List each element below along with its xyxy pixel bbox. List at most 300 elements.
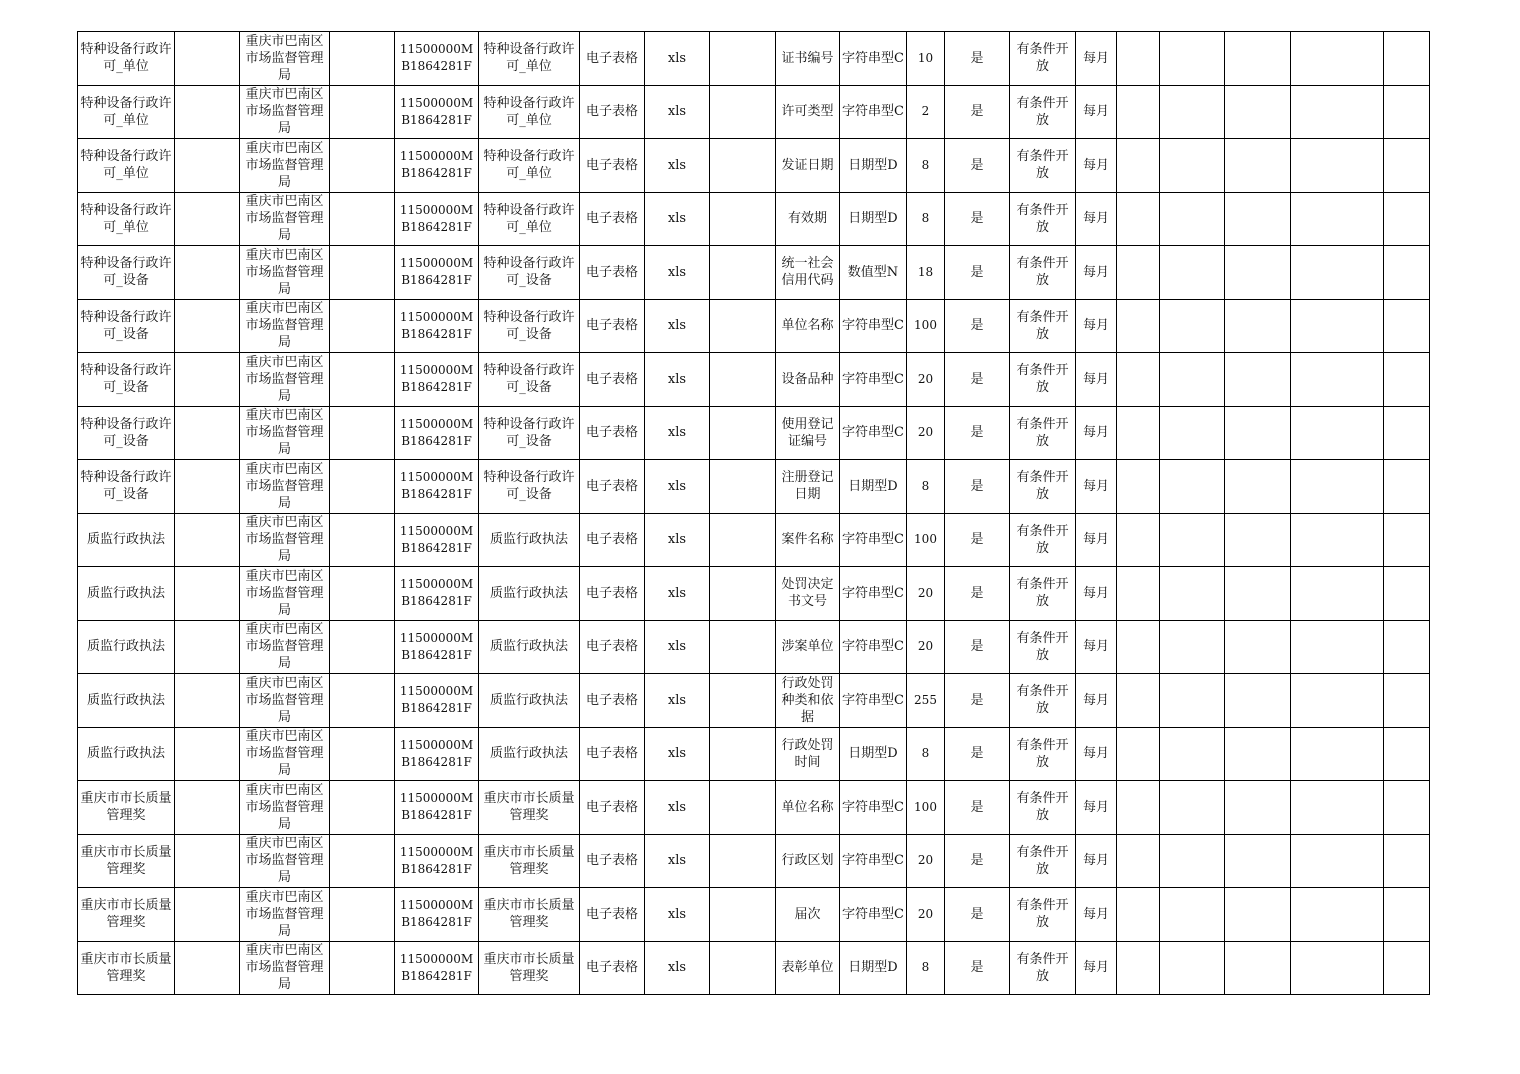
org-code-cell: 11500000MB1864281F [395,513,479,567]
format-cell: xls [645,727,710,781]
required-cell: 是 [945,353,1010,407]
update-frequency-cell: 每月 [1076,674,1117,728]
data-type-cell: 字符串型C [840,353,907,407]
format-cell: xls [645,834,710,888]
empty-cell [1225,246,1291,300]
empty-cell [710,567,776,621]
carrier-cell: 电子表格 [580,781,645,835]
required-cell: 是 [945,781,1010,835]
field-name-cell: 案件名称 [776,513,840,567]
empty-cell [1160,941,1225,995]
resource-cell: 特种设备行政许可_设备 [479,246,580,300]
org-code-cell: 11500000MB1864281F [395,85,479,139]
empty-cell [330,192,395,246]
empty-cell [175,192,240,246]
data-type-cell: 字符串型C [840,85,907,139]
empty-cell [1225,406,1291,460]
data-type-cell: 字符串型C [840,567,907,621]
empty-cell [175,460,240,514]
empty-cell [330,353,395,407]
length-cell: 20 [907,353,945,407]
resource-name-cell: 特种设备行政许可_单位 [78,192,175,246]
empty-cell [330,139,395,193]
empty-cell [1291,192,1384,246]
empty-cell [175,888,240,942]
empty-cell [330,888,395,942]
carrier-cell: 电子表格 [580,139,645,193]
org-code-cell: 11500000MB1864281F [395,246,479,300]
empty-cell [1291,353,1384,407]
open-attribute-cell: 有条件开放 [1010,299,1076,353]
table-row [78,353,1430,407]
data-type-cell: 字符串型C [840,406,907,460]
empty-cell [1384,781,1430,835]
empty-cell [1117,192,1160,246]
carrier-cell: 电子表格 [580,246,645,300]
open-attribute-cell: 有条件开放 [1010,32,1076,86]
provider-cell: 重庆市巴南区市场监督管理局 [240,727,330,781]
provider-cell: 重庆市巴南区市场监督管理局 [240,246,330,300]
open-attribute-cell: 有条件开放 [1010,192,1076,246]
empty-cell [175,941,240,995]
required-cell: 是 [945,674,1010,728]
empty-cell [175,299,240,353]
empty-cell [1160,888,1225,942]
empty-cell [1384,513,1430,567]
empty-cell [1225,674,1291,728]
carrier-cell: 电子表格 [580,620,645,674]
empty-cell [1291,85,1384,139]
provider-cell: 重庆市巴南区市场监督管理局 [240,139,330,193]
required-cell: 是 [945,513,1010,567]
table-row [78,620,1430,674]
table-row [78,567,1430,621]
field-name-cell: 单位名称 [776,299,840,353]
empty-cell [1225,353,1291,407]
empty-cell [1384,834,1430,888]
org-code-cell: 11500000MB1864281F [395,888,479,942]
length-cell: 255 [907,674,945,728]
data-type-cell: 字符串型C [840,834,907,888]
resource-name-cell: 质监行政执法 [78,674,175,728]
table-row [78,32,1430,86]
empty-cell [1225,299,1291,353]
table-row [78,781,1430,835]
update-frequency-cell: 每月 [1076,406,1117,460]
carrier-cell: 电子表格 [580,406,645,460]
field-name-cell: 行政处罚种类和依据 [776,674,840,728]
empty-cell [330,834,395,888]
resource-cell: 特种设备行政许可_单位 [479,139,580,193]
update-frequency-cell: 每月 [1076,513,1117,567]
empty-cell [1384,192,1430,246]
provider-cell: 重庆市巴南区市场监督管理局 [240,781,330,835]
empty-cell [1117,620,1160,674]
empty-cell [330,32,395,86]
empty-cell [1225,620,1291,674]
table-row [78,299,1430,353]
empty-cell [175,353,240,407]
empty-cell [1117,32,1160,86]
empty-cell [710,353,776,407]
empty-cell [1384,674,1430,728]
update-frequency-cell: 每月 [1076,139,1117,193]
table-row [78,941,1430,995]
resource-name-cell: 特种设备行政许可_单位 [78,85,175,139]
format-cell: xls [645,246,710,300]
empty-cell [330,674,395,728]
carrier-cell: 电子表格 [580,85,645,139]
provider-cell: 重庆市巴南区市场监督管理局 [240,192,330,246]
table-row [78,460,1430,514]
empty-cell [1291,513,1384,567]
empty-cell [175,834,240,888]
empty-cell [330,85,395,139]
empty-cell [1291,620,1384,674]
empty-cell [1291,246,1384,300]
resource-cell: 重庆市市长质量管理奖 [479,888,580,942]
required-cell: 是 [945,620,1010,674]
open-attribute-cell: 有条件开放 [1010,941,1076,995]
resource-name-cell: 特种设备行政许可_设备 [78,246,175,300]
resource-name-cell: 质监行政执法 [78,513,175,567]
table-row [78,192,1430,246]
empty-cell [1225,139,1291,193]
format-cell: xls [645,299,710,353]
length-cell: 8 [907,727,945,781]
resource-cell: 重庆市市长质量管理奖 [479,781,580,835]
empty-cell [710,620,776,674]
required-cell: 是 [945,139,1010,193]
empty-cell [1291,299,1384,353]
open-attribute-cell: 有条件开放 [1010,834,1076,888]
field-name-cell: 表彰单位 [776,941,840,995]
open-attribute-cell: 有条件开放 [1010,139,1076,193]
empty-cell [175,246,240,300]
field-name-cell: 单位名称 [776,781,840,835]
format-cell: xls [645,85,710,139]
carrier-cell: 电子表格 [580,567,645,621]
required-cell: 是 [945,727,1010,781]
data-type-cell: 字符串型C [840,620,907,674]
update-frequency-cell: 每月 [1076,888,1117,942]
update-frequency-cell: 每月 [1076,85,1117,139]
field-name-cell: 设备品种 [776,353,840,407]
length-cell: 20 [907,834,945,888]
empty-cell [1384,32,1430,86]
empty-cell [1384,620,1430,674]
open-attribute-cell: 有条件开放 [1010,246,1076,300]
empty-cell [1384,85,1430,139]
required-cell: 是 [945,406,1010,460]
empty-cell [1291,888,1384,942]
empty-cell [1117,781,1160,835]
empty-cell [1225,513,1291,567]
empty-cell [710,941,776,995]
empty-cell [175,513,240,567]
field-name-cell: 届次 [776,888,840,942]
resource-name-cell: 重庆市市长质量管理奖 [78,941,175,995]
empty-cell [1225,460,1291,514]
length-cell: 8 [907,192,945,246]
empty-cell [1225,192,1291,246]
length-cell: 20 [907,567,945,621]
required-cell: 是 [945,246,1010,300]
data-type-cell: 字符串型C [840,781,907,835]
resource-cell: 质监行政执法 [479,727,580,781]
open-attribute-cell: 有条件开放 [1010,620,1076,674]
carrier-cell: 电子表格 [580,513,645,567]
resource-cell: 特种设备行政许可_设备 [479,353,580,407]
field-name-cell: 行政区划 [776,834,840,888]
empty-cell [175,406,240,460]
length-cell: 20 [907,888,945,942]
table-row [78,406,1430,460]
field-name-cell: 涉案单位 [776,620,840,674]
provider-cell: 重庆市巴南区市场监督管理局 [240,406,330,460]
empty-cell [1291,32,1384,86]
format-cell: xls [645,192,710,246]
empty-cell [710,674,776,728]
data-type-cell: 数值型N [840,246,907,300]
empty-cell [1160,139,1225,193]
empty-cell [710,834,776,888]
empty-cell [710,85,776,139]
empty-cell [1384,727,1430,781]
empty-cell [1117,941,1160,995]
empty-cell [710,460,776,514]
empty-cell [1160,353,1225,407]
update-frequency-cell: 每月 [1076,834,1117,888]
empty-cell [330,620,395,674]
resource-name-cell: 质监行政执法 [78,620,175,674]
length-cell: 100 [907,513,945,567]
field-name-cell: 证书编号 [776,32,840,86]
format-cell: xls [645,513,710,567]
provider-cell: 重庆市巴南区市场监督管理局 [240,941,330,995]
resource-name-cell: 质监行政执法 [78,567,175,621]
data-type-cell: 字符串型C [840,674,907,728]
empty-cell [1160,85,1225,139]
carrier-cell: 电子表格 [580,32,645,86]
provider-cell: 重庆市巴南区市场监督管理局 [240,460,330,514]
empty-cell [710,139,776,193]
open-attribute-cell: 有条件开放 [1010,406,1076,460]
field-name-cell: 处罚决定书文号 [776,567,840,621]
empty-cell [1160,299,1225,353]
resource-cell: 特种设备行政许可_单位 [479,85,580,139]
field-name-cell: 使用登记证编号 [776,406,840,460]
length-cell: 20 [907,620,945,674]
field-name-cell: 行政处罚时间 [776,727,840,781]
resource-cell: 特种设备行政许可_单位 [479,192,580,246]
empty-cell [1225,32,1291,86]
empty-cell [175,674,240,728]
provider-cell: 重庆市巴南区市场监督管理局 [240,353,330,407]
field-name-cell: 统一社会信用代码 [776,246,840,300]
empty-cell [1225,567,1291,621]
open-attribute-cell: 有条件开放 [1010,513,1076,567]
empty-cell [330,781,395,835]
empty-cell [1291,406,1384,460]
empty-cell [1225,781,1291,835]
empty-cell [1117,727,1160,781]
empty-cell [175,32,240,86]
empty-cell [1225,834,1291,888]
open-attribute-cell: 有条件开放 [1010,567,1076,621]
carrier-cell: 电子表格 [580,727,645,781]
empty-cell [1117,139,1160,193]
update-frequency-cell: 每月 [1076,246,1117,300]
empty-cell [1384,406,1430,460]
resource-name-cell: 特种设备行政许可_单位 [78,139,175,193]
provider-cell: 重庆市巴南区市场监督管理局 [240,32,330,86]
org-code-cell: 11500000MB1864281F [395,32,479,86]
empty-cell [1291,727,1384,781]
resource-name-cell: 特种设备行政许可_设备 [78,299,175,353]
data-type-cell: 日期型D [840,139,907,193]
empty-cell [710,727,776,781]
format-cell: xls [645,460,710,514]
open-attribute-cell: 有条件开放 [1010,85,1076,139]
empty-cell [330,406,395,460]
field-name-cell: 注册登记日期 [776,460,840,514]
table-row [78,834,1430,888]
empty-cell [1384,567,1430,621]
open-attribute-cell: 有条件开放 [1010,781,1076,835]
resource-name-cell: 特种设备行政许可_设备 [78,353,175,407]
provider-cell: 重庆市巴南区市场监督管理局 [240,620,330,674]
empty-cell [175,727,240,781]
empty-cell [175,85,240,139]
resource-cell: 特种设备行政许可_设备 [479,460,580,514]
resource-name-cell: 重庆市市长质量管理奖 [78,888,175,942]
org-code-cell: 11500000MB1864281F [395,406,479,460]
table-row [78,246,1430,300]
empty-cell [1117,460,1160,514]
format-cell: xls [645,139,710,193]
empty-cell [1384,246,1430,300]
length-cell: 2 [907,85,945,139]
format-cell: xls [645,674,710,728]
empty-cell [1291,460,1384,514]
empty-cell [330,513,395,567]
empty-cell [1160,674,1225,728]
empty-cell [1384,353,1430,407]
resource-name-cell: 重庆市市长质量管理奖 [78,781,175,835]
empty-cell [1291,834,1384,888]
org-code-cell: 11500000MB1864281F [395,620,479,674]
empty-cell [1160,246,1225,300]
empty-cell [330,727,395,781]
update-frequency-cell: 每月 [1076,299,1117,353]
update-frequency-cell: 每月 [1076,460,1117,514]
empty-cell [1384,941,1430,995]
empty-cell [1384,299,1430,353]
empty-cell [330,460,395,514]
carrier-cell: 电子表格 [580,674,645,728]
org-code-cell: 11500000MB1864281F [395,353,479,407]
format-cell: xls [645,620,710,674]
data-type-cell: 字符串型C [840,299,907,353]
table-row [78,888,1430,942]
empty-cell [1117,85,1160,139]
provider-cell: 重庆市巴南区市场监督管理局 [240,674,330,728]
resource-name-cell: 质监行政执法 [78,727,175,781]
length-cell: 8 [907,139,945,193]
empty-cell [330,941,395,995]
org-code-cell: 11500000MB1864281F [395,674,479,728]
empty-cell [1160,834,1225,888]
length-cell: 10 [907,32,945,86]
format-cell: xls [645,567,710,621]
resource-cell: 特种设备行政许可_设备 [479,406,580,460]
empty-cell [330,299,395,353]
required-cell: 是 [945,85,1010,139]
required-cell: 是 [945,299,1010,353]
empty-cell [710,513,776,567]
required-cell: 是 [945,834,1010,888]
data-type-cell: 日期型D [840,727,907,781]
org-code-cell: 11500000MB1864281F [395,941,479,995]
empty-cell [175,620,240,674]
empty-cell [1117,299,1160,353]
field-name-cell: 许可类型 [776,85,840,139]
org-code-cell: 11500000MB1864281F [395,781,479,835]
data-catalog-table [77,31,1430,995]
org-code-cell: 11500000MB1864281F [395,139,479,193]
update-frequency-cell: 每月 [1076,727,1117,781]
carrier-cell: 电子表格 [580,353,645,407]
empty-cell [1160,620,1225,674]
carrier-cell: 电子表格 [580,834,645,888]
provider-cell: 重庆市巴南区市场监督管理局 [240,513,330,567]
empty-cell [175,139,240,193]
open-attribute-cell: 有条件开放 [1010,727,1076,781]
required-cell: 是 [945,888,1010,942]
empty-cell [1291,941,1384,995]
required-cell: 是 [945,941,1010,995]
org-code-cell: 11500000MB1864281F [395,192,479,246]
length-cell: 8 [907,460,945,514]
empty-cell [175,781,240,835]
table-row [78,674,1430,728]
carrier-cell: 电子表格 [580,888,645,942]
org-code-cell: 11500000MB1864281F [395,727,479,781]
provider-cell: 重庆市巴南区市场监督管理局 [240,85,330,139]
update-frequency-cell: 每月 [1076,941,1117,995]
table-row [78,139,1430,193]
format-cell: xls [645,406,710,460]
carrier-cell: 电子表格 [580,192,645,246]
empty-cell [710,32,776,86]
empty-cell [1291,139,1384,193]
update-frequency-cell: 每月 [1076,781,1117,835]
resource-cell: 重庆市市长质量管理奖 [479,834,580,888]
empty-cell [1225,941,1291,995]
data-type-cell: 字符串型C [840,32,907,86]
empty-cell [1225,888,1291,942]
table-row [78,727,1430,781]
org-code-cell: 11500000MB1864281F [395,834,479,888]
length-cell: 100 [907,781,945,835]
empty-cell [1384,139,1430,193]
empty-cell [1117,674,1160,728]
data-type-cell: 字符串型C [840,513,907,567]
length-cell: 18 [907,246,945,300]
empty-cell [1160,567,1225,621]
empty-cell [1117,888,1160,942]
